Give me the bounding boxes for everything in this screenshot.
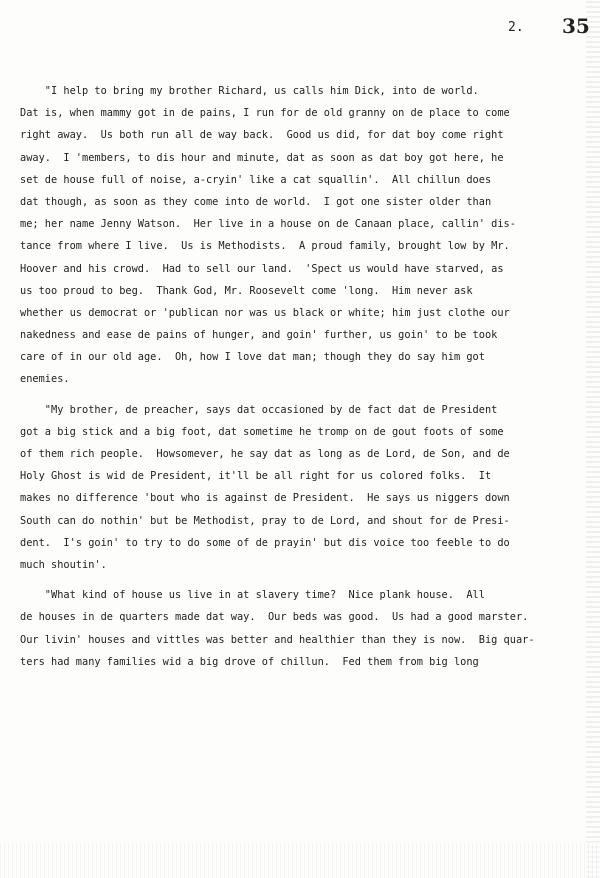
paragraph-gap — [20, 576, 580, 584]
scan-edge-noise — [586, 0, 600, 878]
paragraph — [20, 80, 580, 391]
text-line: "I help to bring my brother Richard, us calls him Dick, into de world. — [20, 85, 479, 97]
paragraph-gap — [20, 391, 580, 399]
text-line: Dat is, when mammy got in de pains, I run for de old granny on de place to come — [20, 107, 510, 120]
text-line: nakedness and ease de pains of hunger, and goin' further, us goin' to be took — [20, 329, 498, 342]
text-line: Holy Ghost is wid de President, it'll be all right for us colored folks. It — [20, 470, 492, 483]
text-line: right away. Us both run all de way back. Good us did, for dat boy come right — [20, 129, 504, 142]
text-line: de houses in de quarters made dat way. Our beds was good. Us had a good marster. — [20, 611, 529, 624]
text-line: care of in our old age. Oh, how I love dat man; though they do say him got — [20, 351, 485, 364]
text-line: much shoutin'. — [20, 558, 107, 571]
paragraph — [20, 399, 580, 577]
text-line: dent. I's goin' to try to do some of de prayin' but dis voice too feeble to do — [20, 536, 510, 549]
text-line: makes no difference 'bout who is against de President. He says us niggers down — [20, 492, 510, 505]
text-line: tance from where I live. Us is Methodists. A proud family, brought low by Mr. — [20, 240, 510, 253]
page-sequence-label: 2. — [508, 20, 524, 35]
text-line: enemies. — [20, 373, 70, 386]
text-line: of them rich people. Howsomever, he say dat as long as de Lord, de Son, and de — [20, 448, 510, 460]
text-line: set de house full of noise, a-cryin' like a cat squallin'. All chillun does — [20, 173, 492, 186]
text-line: me; her name Jenny Watson. Her live in a house on de Canaan place, callin' dis- — [20, 218, 516, 231]
paragraph — [20, 584, 580, 673]
text-line: "What kind of house us live in at slavery time? Nice plank house. All — [20, 589, 485, 602]
text-line: us too proud to beg. Thank God, Mr. Roosevelt come 'long. Him never ask — [20, 284, 473, 297]
text-line: Hoover and his crowd. Had to sell our land. 'Spect us would have starved, as — [20, 262, 504, 275]
text-line: "My brother, de preacher, says dat occasioned by de fact dat de President — [20, 403, 498, 416]
document-body — [20, 80, 580, 673]
text-line: South can do nothin' but be Methodist, pray to de Lord, and shout for de Presi- — [20, 514, 510, 527]
text-line: dat though, as soon as they come into de world. I got one sister older than — [20, 195, 492, 208]
page-number: 35 — [562, 14, 590, 38]
text-line: ters had many families wid a big drove of chillun. Fed them from big long — [20, 655, 479, 668]
text-line: whether us democrat or 'publican nor was us black or white; him just clothe our — [20, 306, 510, 319]
text-line: Our livin' houses and vittles was better and healthier than they is now. Big quar- — [20, 633, 535, 646]
scan-bottom-noise — [0, 842, 600, 878]
text-line: got a big stick and a big foot, dat sometime he tromp on de gout foots of some — [20, 425, 504, 438]
text-line: away. I 'members, to dis hour and minute, dat as soon as dat boy got here, he — [20, 151, 504, 164]
